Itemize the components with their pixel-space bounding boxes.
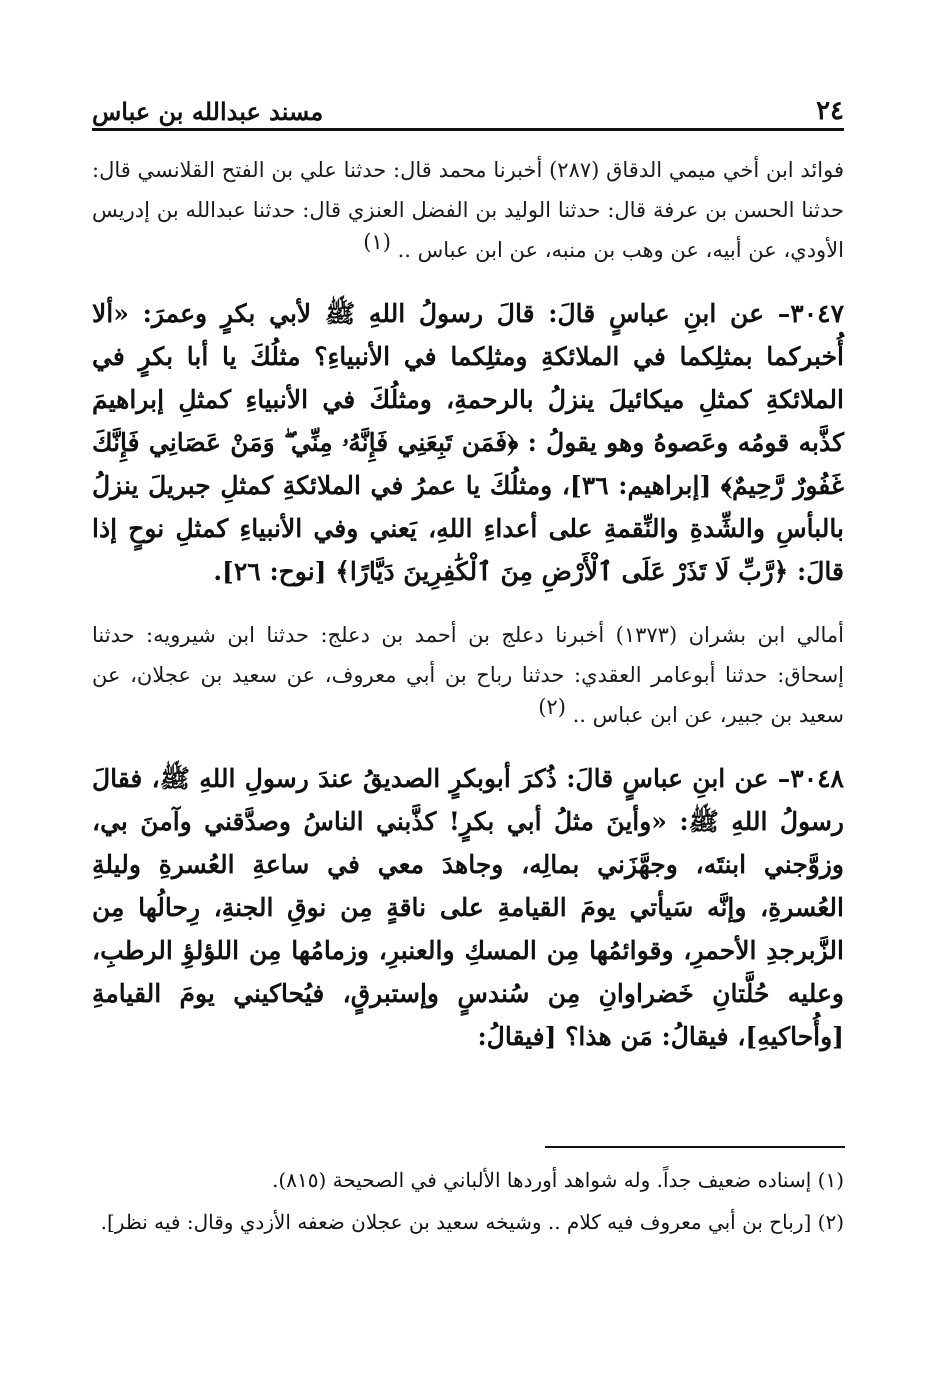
hadith-paragraph xyxy=(92,292,844,593)
hadith-number: ٣٠٤٨– xyxy=(777,764,844,793)
page-header xyxy=(92,88,844,131)
footnote: (٢) [رباح بن أبي معروف فيه كلام .. وشيخه سعيد بن عجلان ضعفه الأزدي وقال: فيه نظر]. xyxy=(100,1210,844,1234)
page-number: ٢٤ xyxy=(816,96,844,126)
source-paragraph xyxy=(92,150,844,270)
source-text: أمالي ابن بشران (١٣٧٣) أخبرنا دعلج بن أحمد بن دعلج: حدثنا ابن شيرويه: حدثنا إسحاق: حدثنا أبوعامر العقدي: حدثنا رباح بن أبي معروف، عن سعيد بن عجلان، عن سعيد بن جبير، عن ابن عباس .. xyxy=(92,623,844,727)
running-title: مسند عبدالله بن عباس xyxy=(92,97,324,126)
hadith-text: عن ابنِ عباسٍ قالَ: قالَ رسولُ اللهِ ﷺ لأبي بكرٍ وعمرَ: «ألا أُخبركما بمثلِكما في الملائكةِ ومثلِكما في الأنبياءِ؟ مثلُكَ يا أبا بكرٍ في الملائكةِ كمثلِ ميكائيلَ ينزلُ بالرحمةِ، ومثلُكَ في الأنبياءِ كمثلِ إبراهيمَ كذَّبه قومُه وعَصوهُ وهو يقولُ : ﴿فَمَن تَبِعَنِي فَإِنَّهُۥ مِنِّي ۖ وَمَنْ عَصَانِي فَإِنَّكَ غَفُورٌ رَّحِيمٌ﴾ [إبراهيم: ٣٦]، ومثلُكَ يا عمرُ في الملائكةِ كمثلِ جبريلَ ينزلُ بالبأسِ والشِّدةِ والنِّقمةِ على أعداءِ اللهِ، يَعني وفي الأنبياءِ كمثلِ نوحٍ إذا قالَ: ﴿رَّبِّ لَا تَذَرْ عَلَى ٱلْأَرْضِ مِنَ ٱلْكَٰفِرِينَ دَيَّارًا﴾ [نوح: ٢٦]. xyxy=(92,299,845,586)
hadith-paragraph xyxy=(92,757,844,1058)
main-content xyxy=(92,150,844,1080)
footnote: (١) إسناده ضعيف جداً. وله شواهد أوردها الألباني في الصحيحة (٨١٥). xyxy=(272,1168,844,1192)
footnote-ref: (١) xyxy=(363,230,391,254)
footnote-divider xyxy=(545,1146,845,1148)
hadith-text: عن ابنِ عباسٍ قالَ: ذُكرَ أبوبكرٍ الصديقُ عندَ رسولِ اللهِ ﷺ، فقالَ رسولُ اللهِ ﷺ: «وأينَ مثلُ أبي بكرٍ! كذَّبني الناسُ وصدَّقني وآمنَ بي، وزوَّجني ابنتَه، وجهَّزَني بمالِه، وجاهدَ معي في ساعةِ العُسرةِ وليلةِ العُسرةِ، وإنَّه سَيأتي يومَ القيامةِ على ناقةٍ مِن نوقِ الجنةِ، رِحالُها مِن الزَّبرجدِ الأحمرِ، وقوائمُها مِن المسكِ والعنبرِ، وزمامُها مِن اللؤلؤِ الرطبِ، وعليه حُلَّتانِ خَضراوانِ مِن سُندسٍ وإستبرقٍ، فيُحاكيني يومَ القيامةِ [وأُحاكيهِ]، فيقالُ: مَن هذا؟ [فيقالُ: xyxy=(92,764,844,1051)
hadith-number: ٣٠٤٧– xyxy=(777,299,844,328)
source-paragraph xyxy=(92,615,844,735)
source-text: فوائد ابن أخي ميمي الدقاق (٢٨٧) أخبرنا محمد قال: حدثنا علي بن الفتح القلانسي قال: حدثنا الحسن بن عرفة قال: حدثنا الوليد بن الفضل العنزي قال: حدثنا عبدالله بن إدريس الأودي، عن أبيه، عن وهب بن منبه، عن ابن عباس .. xyxy=(92,158,845,262)
footnote-ref: (٢) xyxy=(538,695,566,719)
footnotes xyxy=(92,1162,844,1246)
